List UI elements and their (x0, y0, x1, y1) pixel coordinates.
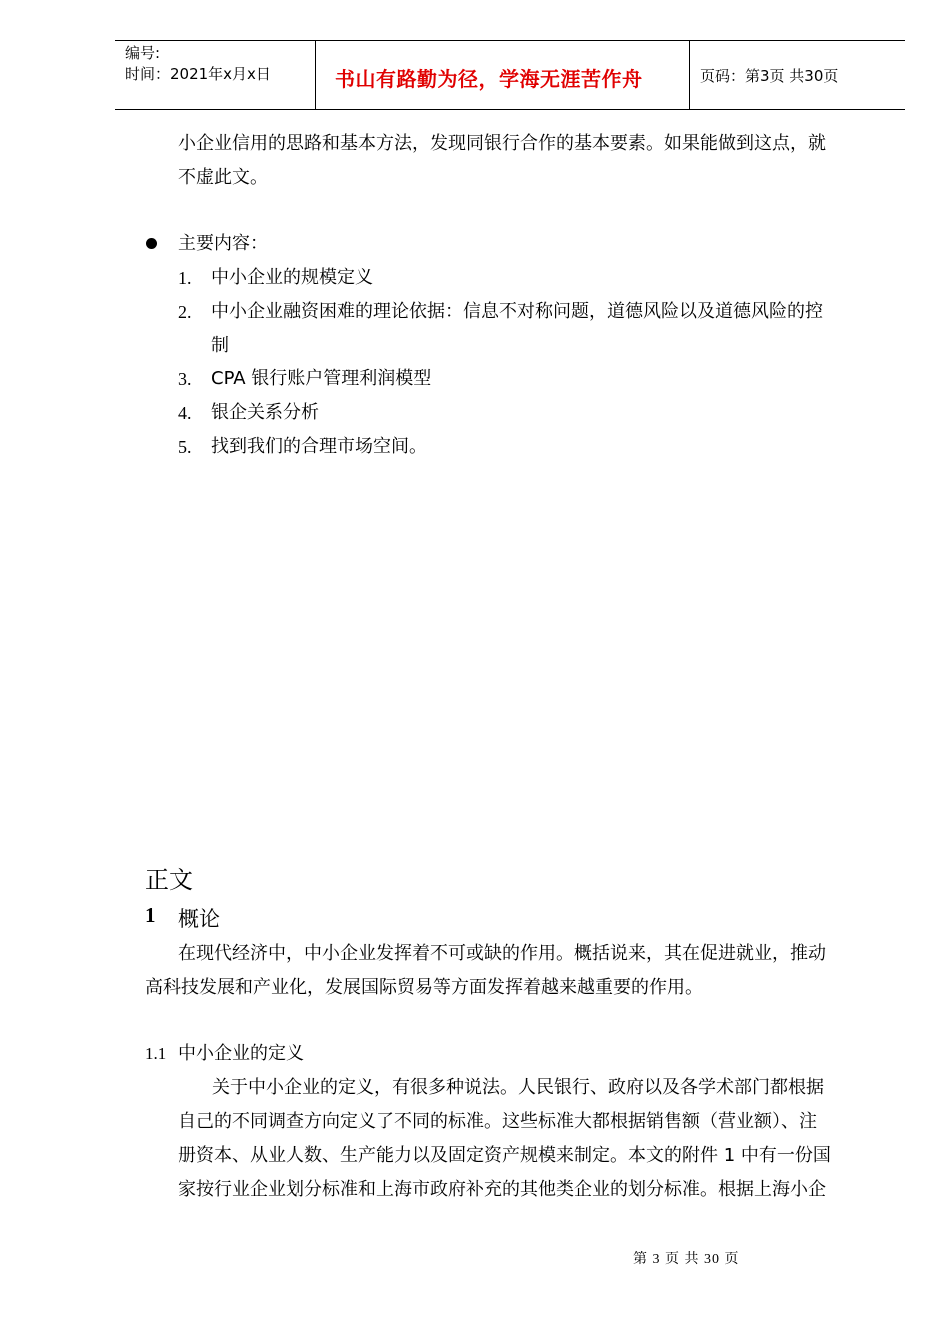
subsection-heading (145, 1037, 166, 1071)
list-item-text: 银企关系分析 (211, 402, 319, 423)
text-line: 小企业信用的思路和基本方法，发现同银行合作的基本要素。如果能做到这点，就 (178, 133, 826, 154)
section-heading (145, 903, 156, 928)
section-number: 1 (145, 903, 156, 927)
list-item (178, 295, 192, 330)
list-number: 4. (178, 403, 192, 423)
list-number: 3. (178, 369, 192, 389)
text-line: 家按行业企业划分标准和上海市政府补充的其他类企业的划分标准。根据上海小企 (178, 1179, 826, 1200)
list-number: 1. (178, 268, 192, 288)
text-line: 中小企业融资困难的理论依据：信息不对称问题，道德风险以及道德风险的控 (211, 301, 823, 322)
main-contents-label: 主要内容： (178, 233, 268, 254)
time-label: 时间：2021年x月x日 (125, 65, 271, 83)
body-heading: 正文 (145, 866, 193, 894)
header-divider (315, 41, 316, 109)
text-line: 不虚此文。 (178, 167, 268, 188)
header-page-info: 页码：第3页 共30页 (700, 67, 839, 85)
section-title: 概论 (178, 907, 220, 931)
list-number: 2. (178, 302, 192, 322)
bullet-icon (146, 238, 157, 249)
list-item-text: CPA 银行账户管理利润模型 (211, 368, 432, 389)
subsection-title: 中小企业的定义 (178, 1043, 304, 1064)
document-header (115, 40, 905, 110)
list-item (178, 261, 192, 296)
page-footer: 第 3 页 共 30 页 (633, 1252, 740, 1267)
intro-paragraph (178, 127, 826, 195)
text-line: 自己的不同调查方向定义了不同的标准。这些标准大都根据销售额（营业额）、注 (178, 1111, 817, 1132)
text-line: 制 (211, 335, 229, 356)
list-item (178, 362, 192, 397)
subsection-number: 1.1 (145, 1044, 167, 1063)
list-number: 5. (178, 437, 192, 457)
list-item (178, 396, 192, 431)
header-motto: 书山有路勤为径，学海无涯苦作舟 (335, 67, 643, 91)
header-meta (125, 43, 271, 85)
code-label: 编号: (125, 44, 161, 62)
list-item-text (211, 295, 823, 363)
list-item (178, 430, 192, 465)
header-divider (689, 41, 690, 109)
text-line: 高科技发展和产业化，发展国际贸易等方面发挥着越来越重要的作用。 (145, 977, 703, 998)
list-item-text: 中小企业的规模定义 (211, 267, 373, 288)
text-line: 在现代经济中，中小企业发挥着不可或缺的作用。概括说来，其在促进就业，推动 (178, 943, 826, 964)
text-line: 关于中小企业的定义，有很多种说法。人民银行、政府以及各学术部门都根据 (212, 1077, 824, 1098)
list-item-text: 找到我们的合理市场空间。 (211, 436, 427, 457)
text-line: 册资本、从业人数、生产能力以及固定资产规模来制定。本文的附件 1 中有一份国 (178, 1145, 831, 1166)
